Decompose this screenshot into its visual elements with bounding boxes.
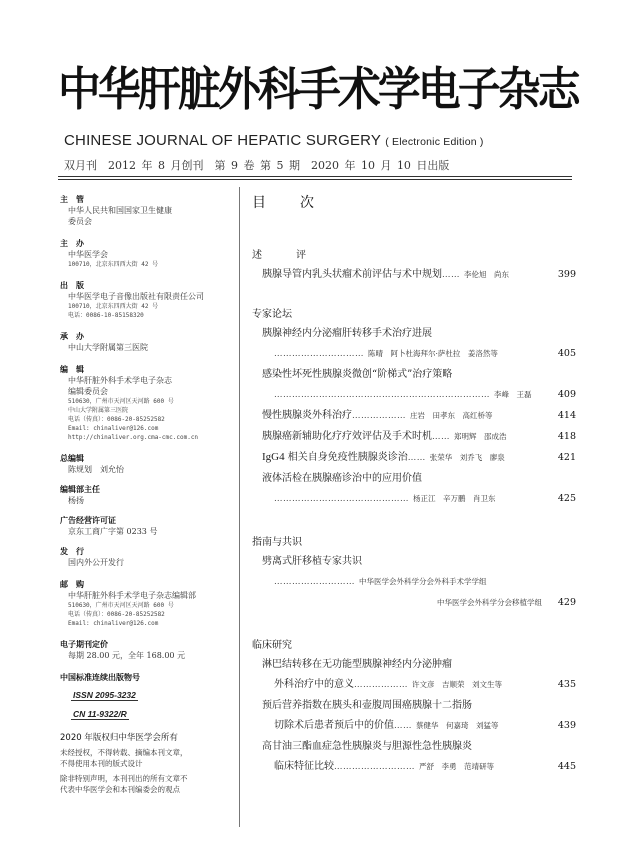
disclaimer-line: 除非特别声明，本刊刊出的所有文章不 [60,774,188,783]
toc-entry[interactable]: 胰腺癌新辅助化疗疗效评估及手术时机…… 郑明辉 邵成浩 418 [262,431,576,442]
director-name: 杨扬 [68,496,84,505]
mail-order-email: Email: chinaliver@126.com [68,620,159,627]
disclaimer-line: 代表中华医学会和本刊编委会的观点 [60,785,180,794]
toc-entry-continued[interactable]: ………………………… 陈晴 阿卜杜海拜尔·萨杜拉 姜洛然等 405 [274,348,576,359]
editor-org: 中山大学附属第三医院 [68,407,129,414]
toc-entry[interactable]: 液体活检在胰腺癌诊治中的应用价值 [262,473,422,484]
mail-order-name: 中华肝脏外科手术学电子杂志编辑部 [68,591,196,600]
page-number: 439 [557,720,576,731]
header-rule-thin [58,179,572,180]
page-number: 405 [557,348,576,359]
publisher-block [60,280,232,320]
supervisor-heading: 主 管 [60,195,84,204]
undertaker-heading: 承 办 [60,332,84,341]
toc-entry-continued[interactable]: ……………………………………………………………… 李峰 王磊 409 [274,389,576,400]
column-divider [239,187,240,827]
undertaker-name: 中山大学附属第三医院 [68,343,148,352]
table-of-contents [252,192,576,775]
toc-entry[interactable]: 劈离式肝移植专家共识 [262,556,362,567]
page-number: 429 [557,597,576,608]
director-block [60,484,232,506]
editor-phone: 电话（传真）：0086-20-85252582 [68,416,165,423]
distribution-value: 国内外公开发行 [68,558,124,567]
publisher-name: 中华医学电子音像出版社有限责任公司 [68,292,204,301]
section-review: 述 评 [252,250,318,261]
publisher-heading: 出 版 [60,281,84,290]
price-heading: 电子期刊定价 [60,640,108,649]
journal-chinese-title: 中华肝脏外科手术学电子杂志 [58,62,578,116]
page-number: 421 [557,452,576,463]
page-number: 418 [557,431,576,442]
page-number: 409 [557,389,576,400]
toc-entry-continued[interactable]: 外科治疗中的意义……………… 许文彦 吉顺荣 刘文生等 435 [274,679,576,690]
copyright-line: 不得使用本刊的版式设计 [60,759,143,768]
editor-website: http://chinaliver.org.cma-cmc.com.cn [68,434,199,441]
toc-entry[interactable]: 高甘油三酯血症急性胰腺炎与胆源性急性胰腺炎 [262,741,472,752]
toc-entry[interactable]: 淋巴结转移在无功能型胰腺神经内分泌肿瘤 [262,659,452,670]
editor-block [60,364,232,442]
section-expert-forum: 专家论坛 [252,309,292,320]
chief-editor-heading: 总编辑 [60,454,84,463]
toc-entry[interactable]: 胰腺导管内乳头状瘤术前评估与术中规划…… 李伦旭 尚东 399 [262,269,576,280]
publisher-address: 100710，北京东四西大街 42 号 [68,303,159,310]
supervisor-line: 委员会 [68,217,92,226]
toc-title: 目 次 [252,195,324,211]
mail-order-phone: 电话（传真）：0086-20-85252582 [68,611,165,618]
toc-entry-continued[interactable]: ……………………………………… 杨正江 辛万鹏 肖卫东 425 [274,493,576,504]
toc-entry[interactable]: 胰腺神经内分泌瘤肝转移手术治疗进展 [262,328,432,339]
section-clinical-research: 临床研究 [252,640,292,651]
serial-number-block [60,672,232,721]
editor-email: Email: chinaliver@126.com [68,425,159,432]
toc-entry[interactable]: 慢性胰腺炎外科治疗……………… 庄岩 田孝东 高红桥等 414 [262,410,576,421]
mail-order-heading: 邮 购 [60,580,84,589]
sponsor-heading: 主 办 [60,239,84,248]
section-guidelines: 指南与共识 [252,537,302,548]
mail-order-block [60,579,232,628]
issue-info: 双月刊 2012 年 8 月创刊 第 9 卷 第 5 期 2020 年 10 月 10 日出版 [64,159,450,172]
toc-entry-authors: 中华医学会外科学分会移植学组 429 [437,597,576,608]
masthead-column [60,194,232,795]
editor-name: 编辑委员会 [68,387,108,396]
ad-license-block [60,515,232,537]
toc-entry[interactable]: IgG4 相关自身免疫性胰腺炎诊治…… 张荣华 刘乔飞 廖泉 421 [262,451,576,463]
page-number: 435 [557,679,576,690]
editor-address: 510630，广州市天河区天河路 600 号 [68,398,174,405]
chief-editor-names: 陈规划 刘允怡 [68,465,124,474]
copyright-block [60,732,232,795]
page-number: 414 [557,410,576,421]
toc-entry-continued[interactable]: 切除术后患者预后中的价值…… 蔡健华 何嘉琦 刘猛等 439 [274,720,576,731]
journal-english-title: CHINESE JOURNAL OF HEPATIC SURGERY ( Electronic Edition ) [64,132,484,149]
issn-number: ISSN 2095-3232 [73,690,136,700]
publisher-phone: 电话：0086-10-85158320 [68,312,144,319]
chief-editor-block [60,453,232,475]
director-heading: 编辑部主任 [60,485,100,494]
distribution-block [60,546,232,568]
price-block [60,639,232,661]
price-value: 每期 28.00 元，全年 168.00 元 [68,651,186,660]
mail-order-address: 510630，广州市天河区天河路 600 号 [68,602,174,609]
page-number: 399 [557,269,576,280]
undertaker-block [60,331,232,353]
toc-entry-continued[interactable]: ……………………… 中华医学会外科学分会外科手术学学组 [274,577,487,587]
sponsor-name: 中华医学会 [68,250,108,259]
sponsor-address: 100710，北京东四西大街 42 号 [68,261,159,268]
supervisor-block [60,194,232,227]
supervisor-line: 中华人民共和国国家卫生健康 [68,206,172,215]
toc-entry[interactable]: 预后营养指数在胰头和壶腹周围癌胰腺十二指肠 [262,700,472,711]
editor-heading: 编 辑 [60,365,84,374]
page-number: 445 [557,761,576,772]
toc-entry[interactable]: 感染性坏死性胰腺炎微创“阶梯式”治疗策略 [262,369,453,380]
editor-name: 中华肝脏外科手术学电子杂志 [68,376,172,385]
sponsor-block [60,238,232,269]
page-number: 425 [557,493,576,504]
ad-license-heading: 广告经营许可证 [60,516,116,525]
copyright-line: 未经授权，不得转载、摘编本刊文章， [60,748,188,757]
distribution-heading: 发 行 [60,547,84,556]
header-rule [58,176,572,177]
toc-entry-continued[interactable]: 临床特征比较……………………… 严舒 李勇 范靖研等 445 [274,761,576,772]
serial-heading: 中国标准连续出版物号 [60,673,140,682]
ad-license-value: 京东工商广字第 0233 号 [68,527,158,536]
cn-number: CN 11-9322/R [73,709,127,719]
copyright-heading: 2020 年版权归中华医学会所有 [60,733,178,743]
